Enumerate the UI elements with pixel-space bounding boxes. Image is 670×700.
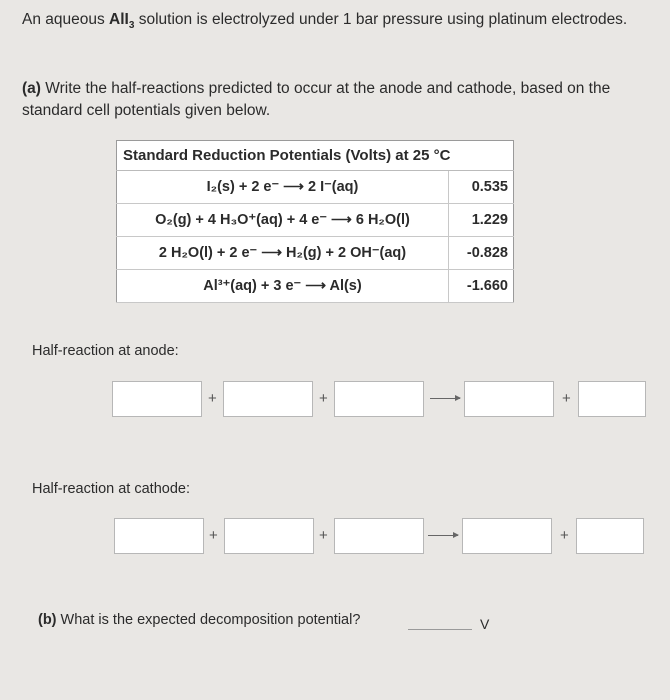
reaction-cell: 2 H₂O(l) + 2 e⁻ ⟶ H₂(g) + 2 OH⁻(aq) (117, 237, 449, 270)
potential-cell: 1.229 (449, 204, 514, 237)
part-a-text: Write the half-reactions predicted to occur at the anode and cathode, based on the standard cell potentials given below. (22, 80, 611, 119)
cathode-reactant-3-box[interactable] (334, 518, 424, 554)
reaction-cell: O₂(g) + 4 H₃O⁺(aq) + 4 e⁻ ⟶ 6 H₂O(l) (117, 204, 449, 237)
anode-equation (112, 381, 652, 421)
plus-sign: + (319, 390, 328, 407)
plus-sign: + (560, 527, 569, 544)
potential-cell: 0.535 (449, 171, 514, 204)
intro-after: solution is electrolyzed under 1 bar pressure using platinum electrodes. (134, 11, 628, 28)
question-intro (22, 6, 642, 39)
reaction-cell: Al³⁺(aq) + 3 e⁻ ⟶ Al(s) (117, 270, 449, 303)
anode-reactant-1-box[interactable] (112, 381, 202, 417)
anode-reactant-2-box[interactable] (223, 381, 313, 417)
anode-product-1-box[interactable] (464, 381, 554, 417)
reaction-arrow-icon (428, 535, 458, 536)
unit-label: V (480, 616, 490, 632)
compound-formula: AlI$_3$ (109, 11, 135, 32)
reaction-arrow-icon (430, 398, 460, 399)
anode-reactant-3-box[interactable] (334, 381, 424, 417)
cathode-product-1-box[interactable] (462, 518, 552, 554)
cathode-product-2-box[interactable] (576, 518, 644, 554)
cathode-reactant-2-box[interactable] (224, 518, 314, 554)
part-b-prompt (38, 612, 360, 628)
anode-label: Half-reaction at anode: (32, 343, 179, 359)
table-row (117, 204, 514, 237)
plus-sign: + (208, 390, 217, 407)
plus-sign: + (562, 390, 571, 407)
decomposition-potential-input[interactable] (408, 629, 472, 630)
table-title: Standard Reduction Potentials (Volts) at 25 °C (117, 141, 514, 171)
part-a-prefix: (a) (22, 80, 41, 97)
part-b-prefix: (b) (38, 612, 57, 628)
table-row (117, 270, 514, 303)
potential-cell: -1.660 (449, 270, 514, 303)
potential-cell: -0.828 (449, 237, 514, 270)
reaction-cell: I₂(s) + 2 e⁻ ⟶ 2 I⁻(aq) (117, 171, 449, 204)
plus-sign: + (319, 527, 328, 544)
reduction-potentials-table (116, 140, 514, 303)
table-row (117, 171, 514, 204)
plus-sign: + (209, 527, 218, 544)
anode-product-2-box[interactable] (578, 381, 646, 417)
intro-before: An aqueous (22, 11, 110, 28)
cathode-equation (112, 518, 652, 558)
cathode-reactant-1-box[interactable] (114, 518, 204, 554)
cathode-label: Half-reaction at cathode: (32, 481, 190, 497)
part-a-prompt (22, 78, 642, 122)
table-row (117, 237, 514, 270)
part-b-text: What is the expected decomposition potential? (56, 612, 361, 628)
